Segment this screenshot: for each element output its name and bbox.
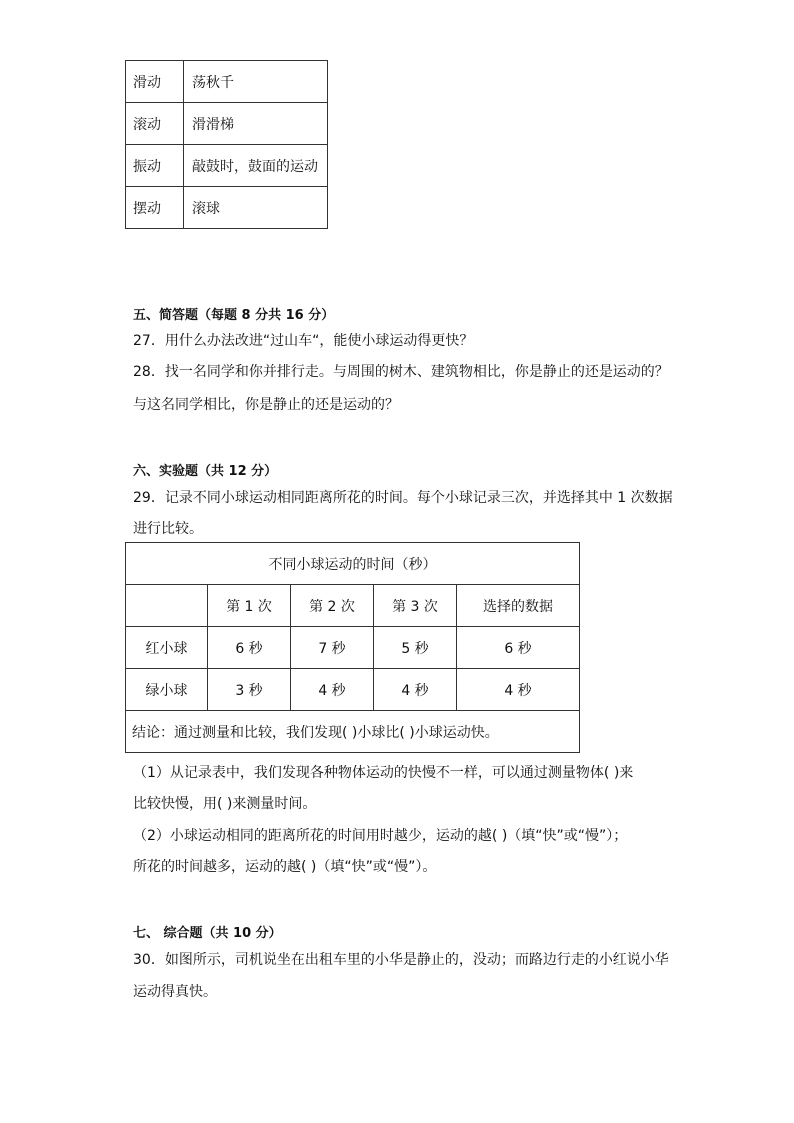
sub-question-2-line-2: 所花的时间越多，运动的越( )（填“快”或“慢”）。 bbox=[133, 859, 437, 875]
table-cell: 滑动 bbox=[126, 61, 184, 103]
table-header: 选择的数据 bbox=[457, 585, 580, 627]
question-28-line-2: 与这名同学相比，你是静止的还是运动的？ bbox=[133, 397, 399, 413]
table-cell: 4 秒 bbox=[457, 669, 580, 711]
table-cell: 4 秒 bbox=[374, 669, 457, 711]
table-conclusion: 结论：通过测量和比较，我们发现( )小球比( )小球运动快。 bbox=[126, 711, 580, 753]
table-cell: 滚动 bbox=[126, 103, 184, 145]
table-cell: 滚球 bbox=[184, 187, 328, 229]
table-cell: 振动 bbox=[126, 145, 184, 187]
table-cell: 6 秒 bbox=[208, 627, 291, 669]
sub-question-1-line-2: 比较快慢，用( )来测量时间。 bbox=[133, 796, 317, 812]
question-30-line-1: 30．如图所示，司机说坐在出租车里的小华是静止的，没动；而路边行走的小红说小华 bbox=[133, 952, 669, 968]
question-30-line-2: 运动得真快。 bbox=[133, 984, 217, 1000]
table-cell: 3 秒 bbox=[208, 669, 291, 711]
table-cell: 5 秒 bbox=[374, 627, 457, 669]
table-row bbox=[126, 627, 580, 669]
table-row bbox=[126, 711, 580, 753]
table-header: 第 1 次 bbox=[208, 585, 291, 627]
table-cell: 4 秒 bbox=[291, 669, 374, 711]
table-caption: 不同小球运动的时间（秒） bbox=[126, 543, 580, 585]
section-heading: 六、实验题（共 12 分） bbox=[133, 464, 278, 479]
sub-question-1-line-1: （1）从记录表中，我们发现各种物体运动的快慢不一样，可以通过测量物体( )来 bbox=[133, 765, 634, 781]
table-row bbox=[126, 61, 328, 103]
table-header: 第 2 次 bbox=[291, 585, 374, 627]
table-row bbox=[126, 543, 580, 585]
table-cell: 红小球 bbox=[126, 627, 208, 669]
section-heading: 五、简答题（每题 8 分共 16 分） bbox=[133, 308, 335, 323]
table-header: 第 3 次 bbox=[374, 585, 457, 627]
table-cell: 摆动 bbox=[126, 187, 184, 229]
question-29-line-2: 进行比较。 bbox=[133, 521, 203, 537]
table-cell: 荡秋千 bbox=[184, 61, 328, 103]
experiment-table bbox=[125, 542, 580, 753]
table-cell: 绿小球 bbox=[126, 669, 208, 711]
table-cell: 滑滑梯 bbox=[184, 103, 328, 145]
table-header bbox=[126, 585, 208, 627]
question-29-line-1: 29．记录不同小球运动相同距离所花的时间。每个小球记录三次，并选择其中 1 次数据 bbox=[133, 490, 673, 506]
section-heading: 七、 综合题（共 10 分） bbox=[133, 926, 282, 941]
table-row bbox=[126, 103, 328, 145]
table-row bbox=[126, 145, 328, 187]
table-header-row bbox=[126, 585, 580, 627]
sub-question-2-line-1: （2）小球运动相同的距离所花的时间用时越少，运动的越( )（填“快”或“慢”）； bbox=[133, 828, 628, 844]
table-row bbox=[126, 187, 328, 229]
table-cell: 7 秒 bbox=[291, 627, 374, 669]
matching-table bbox=[125, 60, 328, 229]
table-row bbox=[126, 669, 580, 711]
question-28-line-1: 28．找一名同学和你并排行走。与周围的树木、建筑物相比，你是静止的还是运动的？ bbox=[133, 364, 669, 380]
table-cell: 6 秒 bbox=[457, 627, 580, 669]
question-27: 27．用什么办法改进“过山车“，能使小球运动得更快？ bbox=[133, 333, 474, 349]
table-cell: 敲鼓时，鼓面的运动 bbox=[184, 145, 328, 187]
